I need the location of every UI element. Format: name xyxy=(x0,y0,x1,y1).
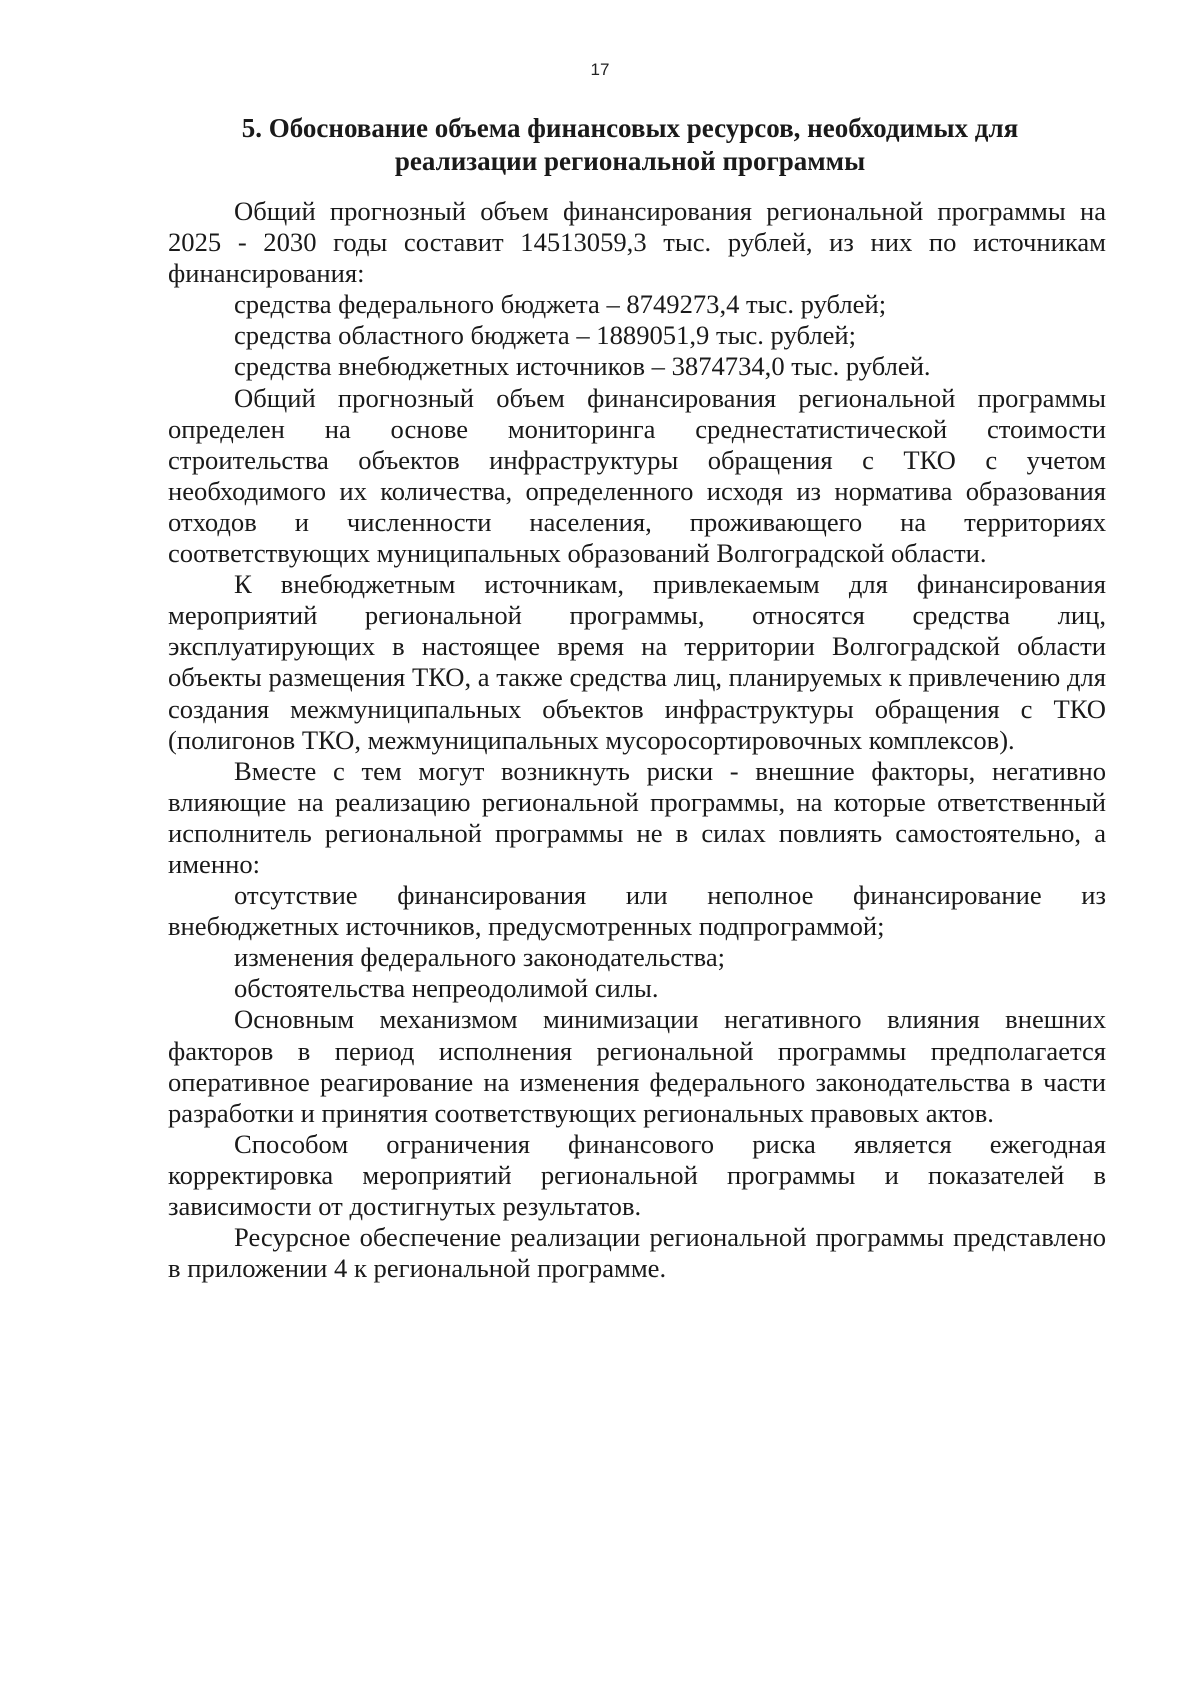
document-body xyxy=(168,196,1106,1284)
paragraph-total-funding: Общий прогнозный объем финансирования региональной программы на 2025 - 2030 годы составит 14513059,3 тыс. рублей, из них по источникам финансирования: xyxy=(168,196,1106,289)
funding-source-regional: средства областного бюджета – 1889051,9 тыс. рублей; xyxy=(234,320,857,351)
risk-item-legislation: изменения федерального законодательства; xyxy=(234,942,726,973)
section-heading-line-2: реализации региональной программы xyxy=(394,146,866,176)
paragraph-funding-basis: Общий прогнозный объем финансирования региональной программы определен на основе мониторинга среднестатистической стоимости строительства объектов инфраструктуры обращения с ТКО с учетом необходимого их количества, определенного исходя из норматива образования отходов и численности населения, проживающего на территориях соответствующих муниципальных образований Волгоградской области. xyxy=(168,382,1106,569)
paragraph-risk-mitigation: Основным механизмом минимизации негативного влияния внешних факторов в период исполнения региональной программы предполагается оперативное реагирование на изменения федерального законодательства в части разработки и принятия соответствующих региональных правовых актов. xyxy=(168,1004,1106,1128)
funding-source-extrabudgetary: средства внебюджетных источников – 3874734,0 тыс. рублей. xyxy=(234,351,931,382)
section-heading xyxy=(200,112,1060,178)
section-heading-line-1: 5. Обоснование объема финансовых ресурсов, необходимых для xyxy=(241,113,1019,143)
paragraph-resource-provision: Ресурсное обеспечение реализации региональной программы представлено в приложении 4 к региональной программе. xyxy=(168,1222,1106,1284)
funding-source-federal: средства федерального бюджета – 8749273,4 тыс. рублей; xyxy=(234,289,887,320)
paragraph-risks: Вместе с тем могут возникнуть риски - внешние факторы, негативно влияющие на реализацию региональной программы, на которые ответственный исполнитель региональной программы не в силах повлиять самостоятельно, а именно: xyxy=(168,755,1106,879)
paragraph-risk-limitation: Способом ограничения финансового риска является ежегодная корректировка мероприятий региональной программы и показателей в зависимости от достигнутых результатов. xyxy=(168,1128,1106,1221)
risk-item-funding: отсутствие финансирования или неполное финансирование из внебюджетных источников, предусмотренных подпрограммой; xyxy=(168,880,1106,942)
paragraph-extrabudgetary-sources: К внебюджетным источникам, привлекаемым для финансирования мероприятий региональной программы, относятся средства лиц, эксплуатирующих в настоящее время на территории Волгоградской области объекты размещения ТКО, а также средства лиц, планируемых к привлечению для создания межмуниципальных объектов инфраструктуры обращения с ТКО (полигонов ТКО, межмуниципальных мусоросортировочных комплексов). xyxy=(168,569,1106,755)
risk-item-force-majeure: обстоятельства непреодолимой силы. xyxy=(234,973,659,1004)
page-number: 17 xyxy=(590,60,610,79)
